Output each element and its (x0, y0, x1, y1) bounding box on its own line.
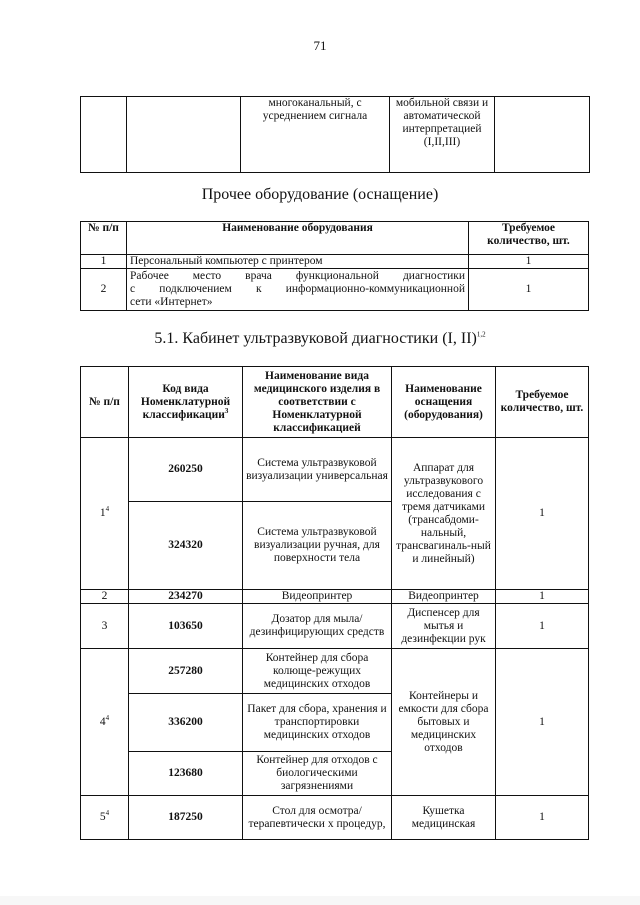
row-code: 103650 (129, 604, 243, 649)
row-qty: 1 (496, 796, 589, 840)
row-qty: 1 (496, 604, 589, 649)
section-title-sup: 1,2 (476, 330, 486, 339)
page-number: 71 (313, 38, 327, 53)
row-med-name: Система ультразвуковой визуализации универсальная (243, 438, 392, 502)
header-qty: Требуемое количество, шт. (496, 367, 589, 438)
header-equip-name: Наименование оснащения (оборудования) (392, 367, 496, 438)
row-num-sup: 4 (105, 809, 110, 818)
row-equip-name: Контейнеры и емкости для сбора бытовых и медицинских отходов (392, 649, 496, 796)
section-title (0, 330, 640, 348)
row-med-name: Стол для осмотра/терапевтически х процедур, (243, 796, 392, 840)
header-name: Наименование оборудования (127, 222, 469, 255)
table-header-row (81, 367, 589, 438)
row-code: 123680 (129, 752, 243, 796)
header-code (129, 367, 243, 438)
continuation-table (80, 96, 590, 173)
ultrasound-equipment-table (80, 366, 589, 840)
table-cell-type: мобильной связи и автоматической интерпретацией (I,II,III) (390, 97, 495, 173)
table-row (81, 796, 589, 840)
row-med-name: Контейнер для отходов с биологическими загрязнениями (243, 752, 392, 796)
row-num-text: 1 (99, 507, 106, 519)
header-code-text: Код вида Номенклатурной классификации (140, 382, 231, 421)
row-num: 1 (81, 255, 127, 269)
row-qty: 1 (496, 649, 589, 796)
row-num-text: 5 (99, 811, 106, 823)
table-header-row (81, 222, 589, 255)
row-equip-name: Аппарат для ультразвукового исследования с тремя датчиками (трансабдоми-нальный, трансвагиналь-ный и линейный) (392, 438, 496, 590)
row-num-text: 4 (99, 715, 106, 728)
table-row (81, 255, 589, 269)
other-equipment-table (80, 221, 589, 311)
row-num: 2 (81, 269, 127, 311)
row-qty: 1 (496, 590, 589, 604)
row-code: 187250 (129, 796, 243, 840)
section-title-text: 5.1. Кабинет ультразвуковой диагностики (I, II) (154, 330, 477, 347)
row-qty: 1 (496, 438, 589, 590)
header-code-sup: 3 (224, 406, 229, 415)
row-code: 260250 (129, 438, 243, 502)
table-row (81, 269, 589, 311)
row-name-line: сети «Интернет» (130, 296, 213, 308)
row-code: 234270 (129, 590, 243, 604)
row-code: 324320 (129, 502, 243, 590)
row-num (81, 438, 129, 590)
table-cell (127, 97, 241, 173)
row-code: 336200 (129, 694, 243, 752)
header-num: № п/п (81, 222, 127, 255)
row-num: 2 (81, 590, 129, 604)
row-equip-name: Видеопринтер (392, 590, 496, 604)
row-med-name: Контейнер для сбора колюще-режущих медицинских отходов (243, 649, 392, 694)
row-med-name: Видеопринтер (243, 590, 392, 604)
table-row (81, 438, 589, 502)
row-num: 3 (81, 604, 129, 649)
row-qty: 1 (469, 269, 589, 311)
row-num-sup: 4 (105, 505, 110, 514)
table-cell (81, 97, 127, 173)
row-equip-name: Диспенсер для мытья и дезинфекции рук (392, 604, 496, 649)
table-row (81, 97, 590, 173)
row-code: 257280 (129, 649, 243, 694)
row-name-line: Рабочее место врача функциональной диагностики (130, 270, 465, 282)
table-row (81, 590, 589, 604)
table-cell (495, 97, 590, 173)
row-name (127, 269, 469, 311)
row-num (81, 649, 129, 796)
other-equipment-title: Прочее оборудование (оснащение) (201, 186, 439, 203)
row-name: Персональный компьютер с принтером (127, 255, 469, 269)
row-med-name: Система ультразвуковой визуализации ручная, для поверхности тела (243, 502, 392, 590)
row-num (81, 796, 129, 840)
table-row (81, 604, 589, 649)
table-row (81, 649, 589, 694)
table-cell-description: многоканальный, с усреднением сигнала (241, 97, 390, 173)
header-num: № п/п (81, 367, 129, 438)
row-equip-name: Кушетка медицинская (392, 796, 496, 840)
row-med-name: Дозатор для мыла/ дезинфицирующих средств (243, 604, 392, 649)
header-med-name: Наименование вида медицинского изделия в соответствии с Номенклатурной классификацией (243, 367, 392, 438)
row-name-line: с подключением к информационно-коммуникационной (130, 283, 465, 295)
row-num-sup: 4 (105, 713, 110, 722)
row-med-name: Пакет для сбора, хранения и транспортировки медицинских отходов (243, 694, 392, 752)
page-bottom-edge (0, 896, 640, 905)
row-qty: 1 (469, 255, 589, 269)
header-qty: Требуемое количество, шт. (469, 222, 589, 255)
